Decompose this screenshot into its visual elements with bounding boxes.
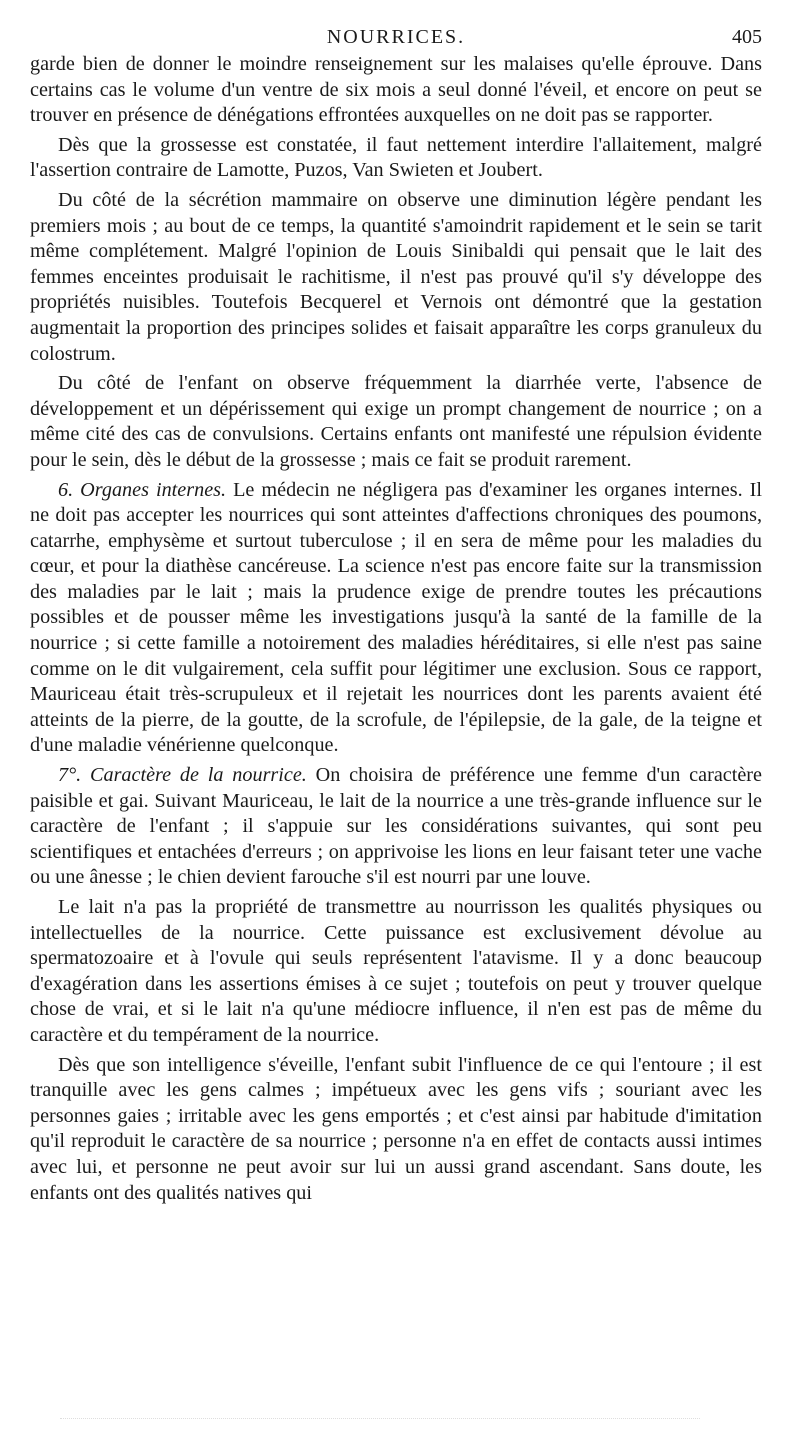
paragraph-intelligence-enfant bbox=[30, 1053, 762, 1207]
running-head bbox=[30, 14, 762, 52]
paragraph-text: Dès que son intelligence s'éveille, l'enfant subit l'influence de ce qui l'entoure ; il est tranquille avec les gens calmes ; impétueux avec les gens vifs ; souriant avec les personnes gaies ; irritable avec les gens emportés ; et c'est ainsi par habitude d'imitation qu'il reproduit le caractère de sa nourrice ; personne n'a en effet de contacts aussi intimes avec lui, et personne ne peut avoir sur lui un aussi grand ascendant. Sans doute, les enfants ont des qualités natives qui bbox=[30, 1053, 762, 1204]
paragraph-organes-internes bbox=[30, 478, 762, 760]
section-heading-organes-internes: 6. Organes internes. bbox=[58, 478, 227, 501]
paragraph-text: Le médecin ne négligera pas d'examiner les organes internes. Il ne doit pas accepter les nourrices qui sont atteintes d'affections chroniques des poumons, catarrhe, emphysème et surtout tuberculose ; il en sera de même pour les maladies du cœur, et pour la diathèse cancéreuse. La science n'est pas encore faite sur la transmission des maladies par le lait ; mais la prudence exige de prendre toutes les précautions possibles et de pousser même les investigations jusqu'à la santé de la famille de la nourrice ; si cette famille a notoirement des maladies héréditaires, si elle n'est pas saine comme on le dit vulgairement, cela suffit pour légitimer une exclusion. Sous ce rapport, Mauriceau était très-scrupuleux et il rejetait les nourrices dont les parents avaient été atteints de la pierre, de la goutte, de la scrofule, de l'épilepsie, de la gale, de la teigne et d'une maladie vénérienne quelconque. bbox=[30, 478, 762, 757]
paragraph-text: Du côté de la sécrétion mammaire on observe une diminution légère pendant les premiers mois ; au bout de ce temps, la quantité s'amoindrit rapidement et le sein se tarit même complétement. Malgré l'opinion de Louis Sinibaldi qui pensait que le lait des femmes enceintes produisait le rachitisme, il n'est pas prouvé qu'il s'y développe des propriétés nuisibles. Toutefois Becquerel et Vernois ont démontré que la gestation augmentait la proportion des principes solides et faisait apparaître les corps granuleux du colostrum. bbox=[30, 188, 762, 365]
paragraph-continuation bbox=[30, 52, 762, 129]
paragraph-text: On choisira de préférence une femme d'un caractère paisible et gai. Suivant Mauriceau, le lait de la nourrice a une très-grande influence sur le caractère de l'enfant ; il s'appuie sur les considérations suivantes, qui sont peu scientifiques et entachées d'erreurs ; on apprivoise les lions en leur faisant teter une vache ou une ânesse ; le chien devient farouche s'il est nourri par une louve. bbox=[30, 764, 762, 889]
book-page bbox=[30, 14, 762, 1210]
paragraph-propriete-lait bbox=[30, 895, 762, 1049]
paragraph-text: Du côté de l'enfant on observe fréquemment la diarrhée verte, l'absence de développement et un dépérissement qui exige un prompt changement de nourrice ; on a même cité des cas de convulsions. Certains enfants ont manifesté une répulsion évidente pour le sein, dès le début de la grossesse ; mais ce fait se produit rarement. bbox=[30, 372, 762, 471]
paragraph-secretion-mammaire bbox=[30, 188, 762, 367]
section-heading-caractere-nourrice: 7°. Caractère de la nourrice. bbox=[58, 764, 307, 787]
paragraph-text: Dès que la grossesse est constatée, il faut nettement interdire l'allaitement, malgré l'assertion contraire de Lamotte, Puzos, Van Swieten et Joubert. bbox=[30, 133, 762, 182]
footer-scan-marks bbox=[60, 1418, 700, 1425]
paragraph-text: garde bien de donner le moindre renseignement sur les malaises qu'elle éprouve. Dans certains cas le volume d'un ventre de six mois a seul donné l'éveil, et encore on peut se trouver en présence de dénégations effrontées auxquelles on ne doit pas se rapporter. bbox=[30, 53, 762, 127]
page-number: 405 bbox=[732, 26, 762, 48]
running-title: NOURRICES. bbox=[326, 26, 466, 48]
paragraph-cote-enfant bbox=[30, 371, 762, 473]
paragraph-text: Le lait n'a pas la propriété de transmettre au nourrisson les qualités physiques ou intellectuelles de la nourrice. Cette puissance est exclusivement dévolue au spermatozoaire et à l'ovule qui seuls représentent l'atavisme. Il y a donc beaucoup d'exagération dans les assertions émises à ce sujet ; toutefois on peut y trouver quelque chose de vrai, et si le lait n'a qu'une médiocre influence, il n'en est pas de même du caractère et du tempérament de la nourrice. bbox=[30, 896, 762, 1046]
paragraph-caractere-nourrice bbox=[30, 763, 762, 891]
paragraph-allaitement bbox=[30, 133, 762, 184]
